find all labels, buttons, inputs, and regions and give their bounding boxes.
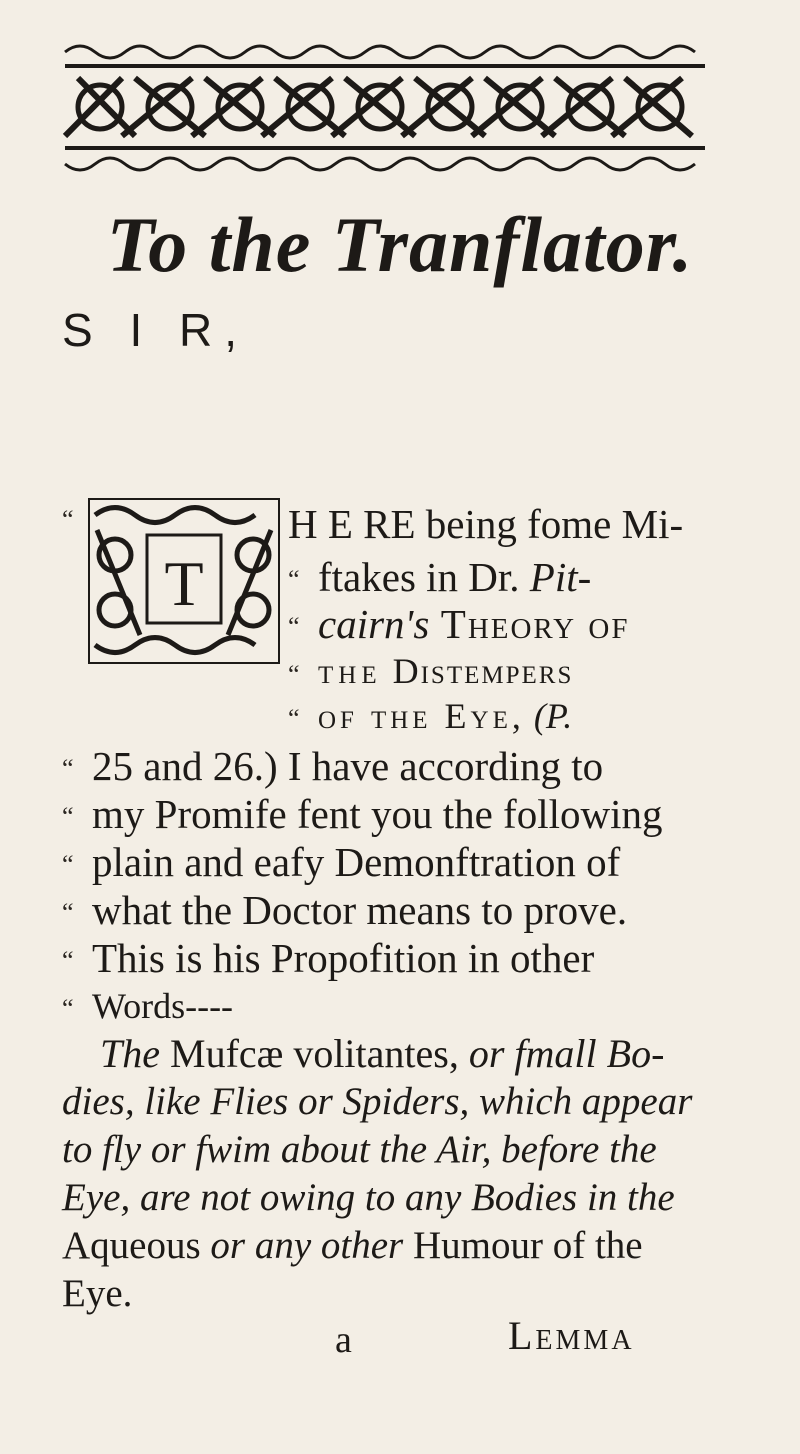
decorative-initial (85, 495, 283, 667)
text-line-16: Aqueous or any other Humour of the (62, 1224, 643, 1267)
catchword: Lemma (508, 1313, 635, 1358)
text-line-10: This is his Propofition in other (92, 935, 595, 981)
dropcap-ornament-graphic (85, 495, 283, 667)
ornamental-headpiece (60, 38, 710, 176)
text-line-14: to fly or fwim about the Air, before the (62, 1128, 657, 1171)
quote-mark: “ (62, 994, 74, 1023)
salutation: S I R, (62, 304, 250, 356)
quote-mark: “ (62, 946, 74, 975)
text-line-2: ftakes in Dr. Pit- (318, 554, 592, 600)
quote-mark: “ (288, 660, 300, 689)
text-line-7: my Promife fent you the following (92, 791, 663, 837)
text-line-3: cairn's Theory of (318, 601, 630, 647)
signature-mark: a (335, 1319, 352, 1361)
text-line-1: H E RE being fome Mi- (288, 501, 684, 547)
quote-mark: “ (288, 565, 300, 594)
text-line-9: what the Doctor means to prove. (92, 887, 628, 933)
headpiece-ornament-graphic (60, 38, 710, 176)
quote-mark: “ (62, 898, 74, 927)
text-line-12: The Mufcæ volitantes, or fmall Bo- (100, 1031, 665, 1076)
quote-mark: “ (288, 612, 300, 641)
text-line-11: Words---- (92, 986, 234, 1026)
text-line-15: Eye, are not owing to any Bodies in the (62, 1176, 675, 1219)
quote-mark: “ (62, 505, 74, 534)
quote-mark: “ (62, 754, 74, 783)
text-line-4: the Distempers (318, 651, 574, 691)
quote-mark: “ (62, 850, 74, 879)
text-line-17: Eye. (62, 1272, 133, 1315)
text-line-5: of the Eye, (P. (318, 696, 573, 736)
quote-mark: “ (288, 704, 300, 733)
quote-mark: “ (62, 802, 74, 831)
dropcap-letter: T (164, 548, 204, 619)
text-line-8: plain and eafy Demonftration of (92, 839, 621, 885)
text-line-13: dies, like Flies or Spiders, which appear (62, 1080, 693, 1123)
text-line-6: 25 and 26.) I have according to (92, 743, 604, 789)
page-title: To the Tranflator. (106, 201, 694, 288)
